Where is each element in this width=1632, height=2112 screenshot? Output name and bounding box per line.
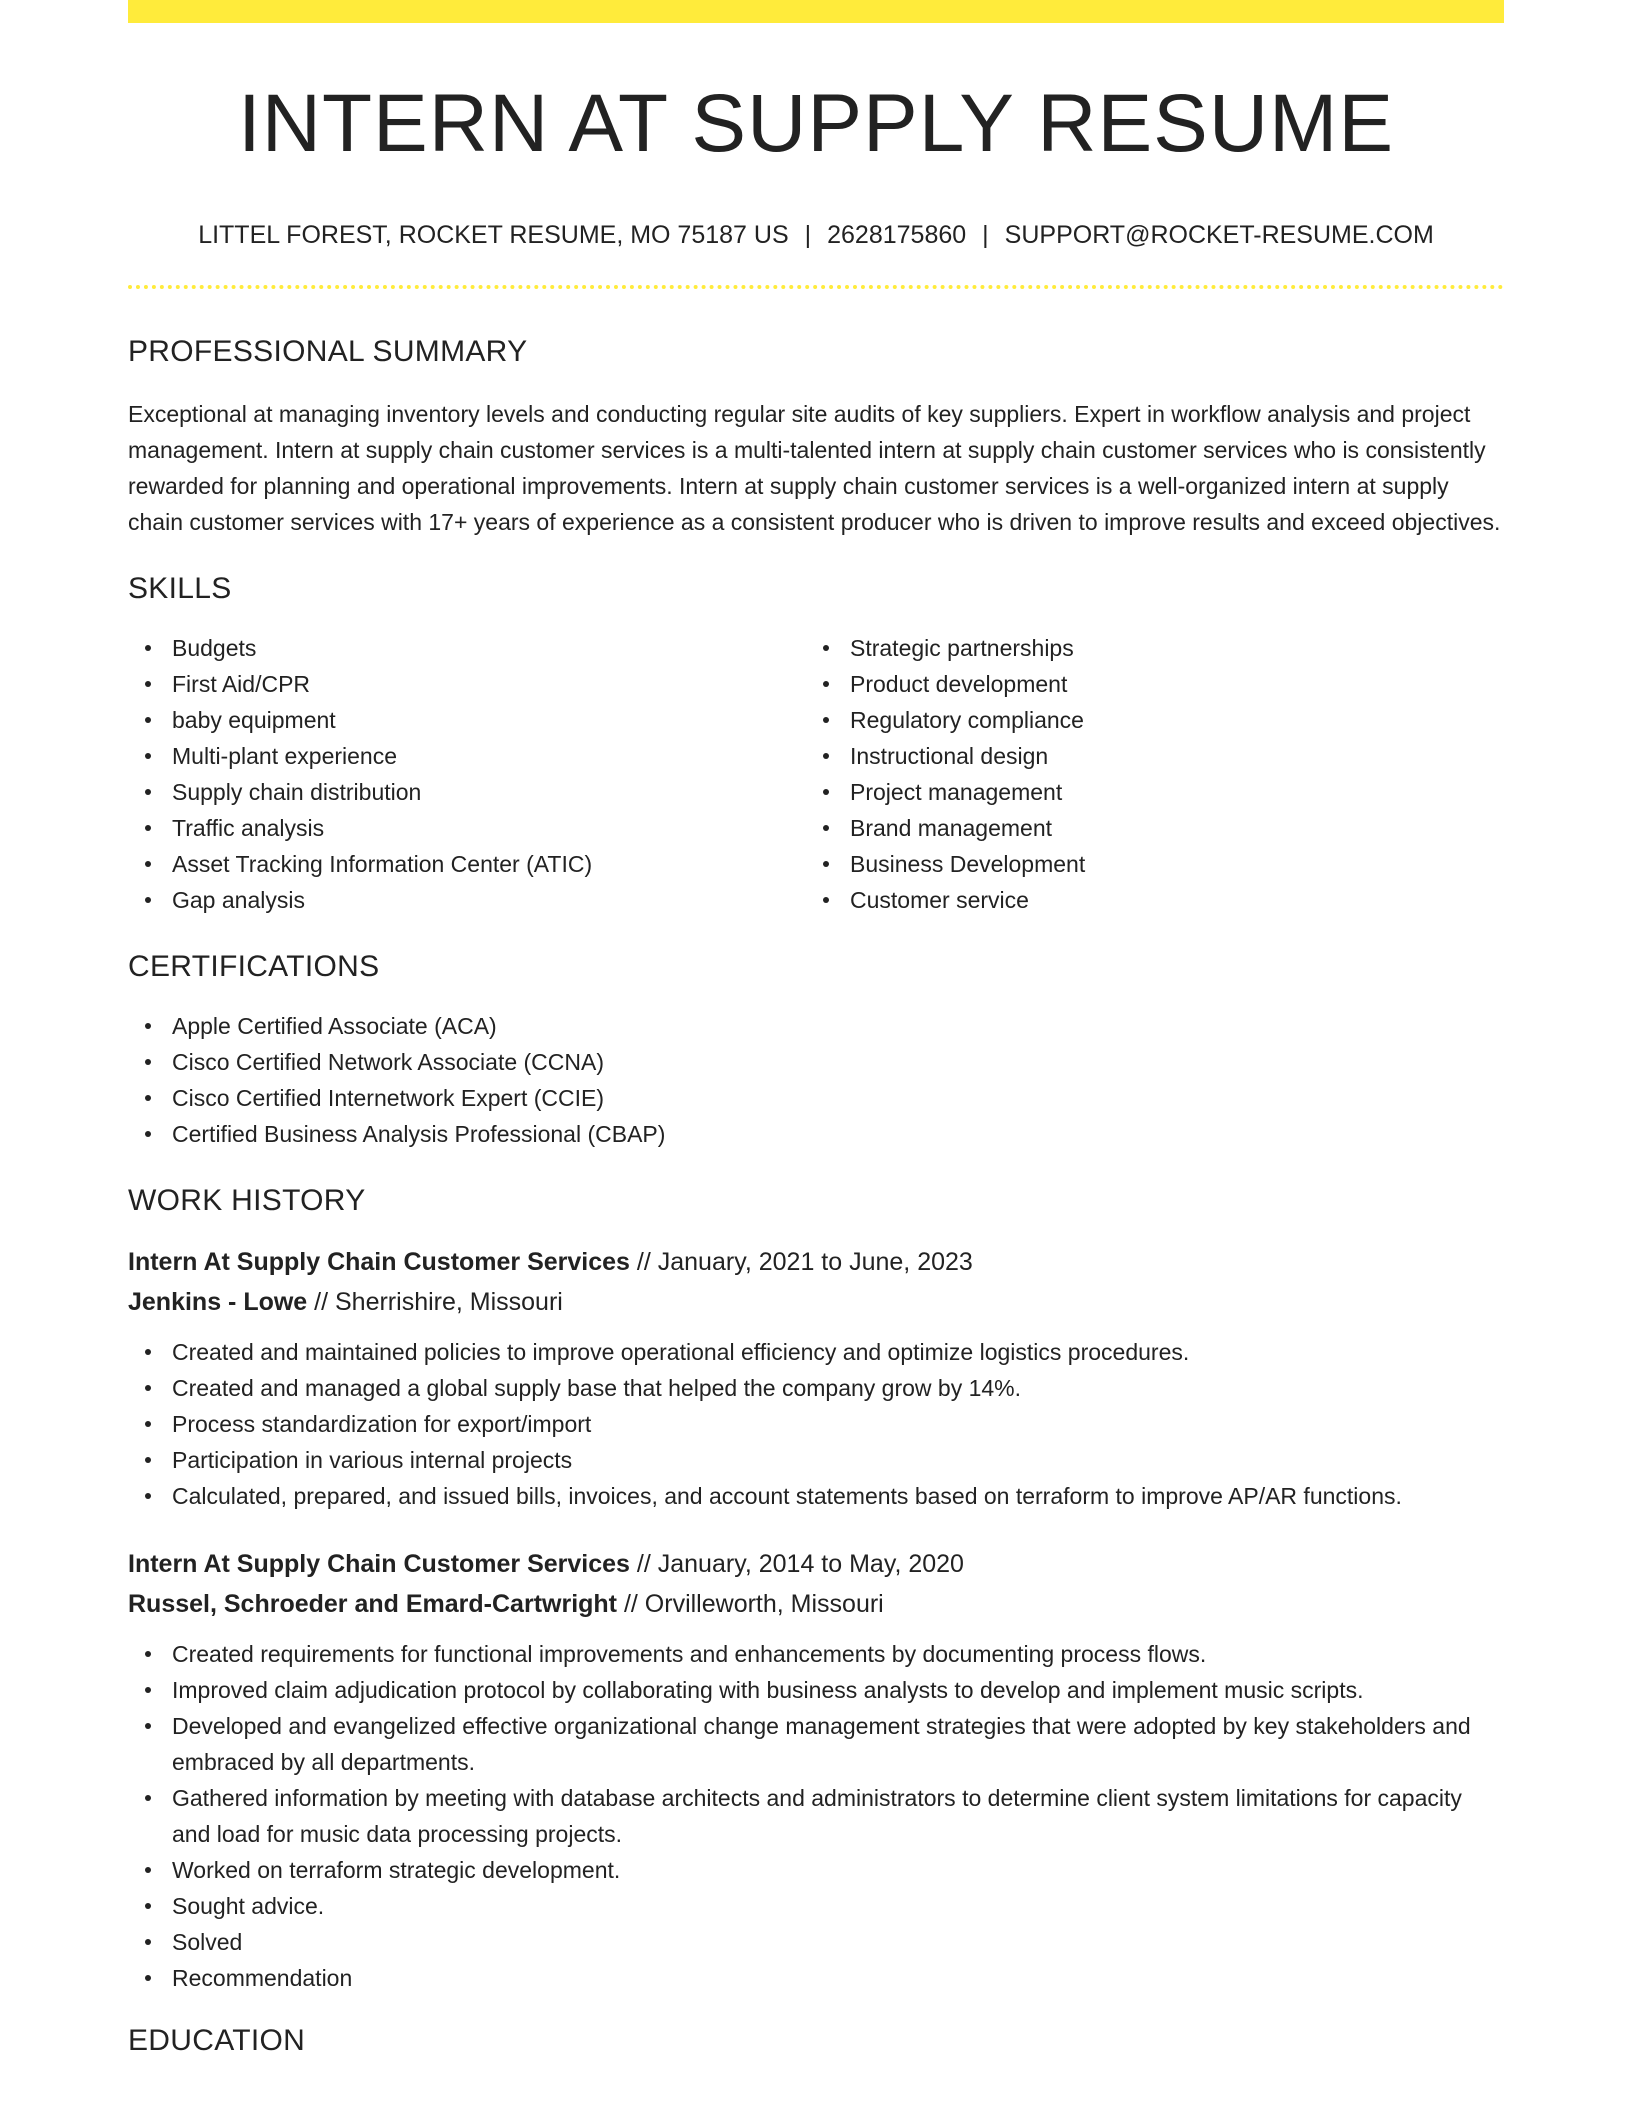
job-dates: // January, 2014 to May, 2020 [629,1550,964,1578]
skill-item: Customer service [850,882,1484,918]
resume-title: INTERN AT SUPPLY RESUME [237,78,1395,169]
job-entry [128,1244,1504,1514]
certifications-heading: CERTIFICATIONS [128,950,380,983]
job-bullet: Process standardization for export/import [172,1406,1504,1442]
summary-heading: PROFESSIONAL SUMMARY [128,335,528,368]
skill-item: Supply chain distribution [172,774,806,810]
skill-item: First Aid/CPR [172,666,806,702]
skill-item: Regulatory compliance [850,702,1484,738]
job-bullet: Sought advice. [172,1888,1504,1924]
skill-item: Budgets [172,630,806,666]
resume-page [128,0,1504,2112]
job-bullets [128,1334,1504,1514]
job-company: Jenkins - Lowe [128,1288,308,1316]
contact-email: SUPPORT@ROCKET-RESUME.COM [1004,221,1434,249]
skill-item: Brand management [850,810,1484,846]
summary-section [128,337,1504,540]
job-bullet: Gathered information by meeting with database architects and administrators to determine client system limitations for capacity and load for music data processing projects. [172,1780,1504,1852]
job-bullet: Improved claim adjudication protocol by collaborating with business analysts to develop and implement music scripts. [172,1672,1504,1708]
contact-phone: 2628175860 [827,221,967,249]
education-section [128,2026,1504,2056]
summary-text: Exceptional at managing inventory levels and conducting regular site audits of key suppliers. Expert in workflow analysis and project management. Intern at supply chain customer services is a multi-talented intern at supply chain customer services who is consistently rewarded for planning and operational improvements. Intern at supply chain customer services is a well-organized intern at supply chain customer services with 17+ years of experience as a consistent producer who is driven to improve results and exceed objectives. [128,401,1501,535]
education-heading: EDUCATION [128,2024,306,2057]
job-bullet: Participation in various internal projects [172,1442,1504,1478]
skills-section [128,574,1504,918]
job-bullet: Developed and evangelized effective organizational change management strategies that were adopted by key stakeholders and embraced by all departments. [172,1708,1504,1780]
skill-item: Instructional design [850,738,1484,774]
job-company-line [128,1586,1504,1622]
job-location: // Sherrishire, Missouri [307,1288,563,1316]
job-bullet: Solved [172,1924,1504,1960]
job-title: Intern At Supply Chain Customer Services [128,1550,630,1578]
job-bullets [128,1636,1504,1996]
skills-column-left [128,630,806,918]
skill-item: Asset Tracking Information Center (ATIC) [172,846,806,882]
skill-item: Gap analysis [172,882,806,918]
job-bullet: Calculated, prepared, and issued bills, invoices, and account statements based on terraform to improve AP/AR functions. [172,1478,1504,1514]
contact-separator: | [804,221,812,249]
certifications-section [128,952,1504,1152]
contact-address: LITTEL FOREST, ROCKET RESUME, MO 75187 US [198,221,789,249]
accent-top-bar [128,0,1504,23]
skill-item: Product development [850,666,1484,702]
certifications-list [128,1008,1504,1152]
skills-heading: SKILLS [128,572,232,605]
skill-item: Project management [850,774,1484,810]
work-history-section [128,1186,1504,1996]
skill-item: Multi-plant experience [172,738,806,774]
job-entry [128,1546,1504,1996]
skill-item: Traffic analysis [172,810,806,846]
job-bullet: Created requirements for functional improvements and enhancements by documenting process flows. [172,1636,1504,1672]
job-title-line [128,1244,1504,1280]
certification-item: Cisco Certified Internetwork Expert (CCIE) [172,1080,1504,1116]
contact-separator: | [982,221,989,249]
job-bullet: Recommendation [172,1960,1504,1996]
job-title: Intern At Supply Chain Customer Services [128,1248,630,1276]
job-bullet: Created and maintained policies to improve operational efficiency and optimize logistics procedures. [172,1334,1504,1370]
job-bullet: Created and managed a global supply base that helped the company grow by 14%. [172,1370,1504,1406]
job-location: // Orvilleworth, Missouri [617,1590,884,1618]
certification-item: Cisco Certified Network Associate (CCNA) [172,1044,1504,1080]
job-company-line [128,1284,1504,1320]
work-history-heading: WORK HISTORY [128,1184,366,1217]
contact-line [128,223,1504,248]
skill-item: Strategic partnerships [850,630,1484,666]
job-company: Russel, Schroeder and Emard-Cartwright [128,1590,618,1618]
skill-item: Business Development [850,846,1484,882]
skill-item: baby equipment [172,702,806,738]
job-dates: // January, 2021 to June, 2023 [629,1248,973,1276]
skills-grid [128,630,1504,918]
job-title-line [128,1546,1504,1582]
certification-item: Apple Certified Associate (ACA) [172,1008,1504,1044]
job-bullet: Worked on terraform strategic development. [172,1852,1504,1888]
skills-column-right [806,630,1484,918]
dotted-divider [128,285,1504,289]
certification-item: Certified Business Analysis Professional (CBAP) [172,1116,1504,1152]
